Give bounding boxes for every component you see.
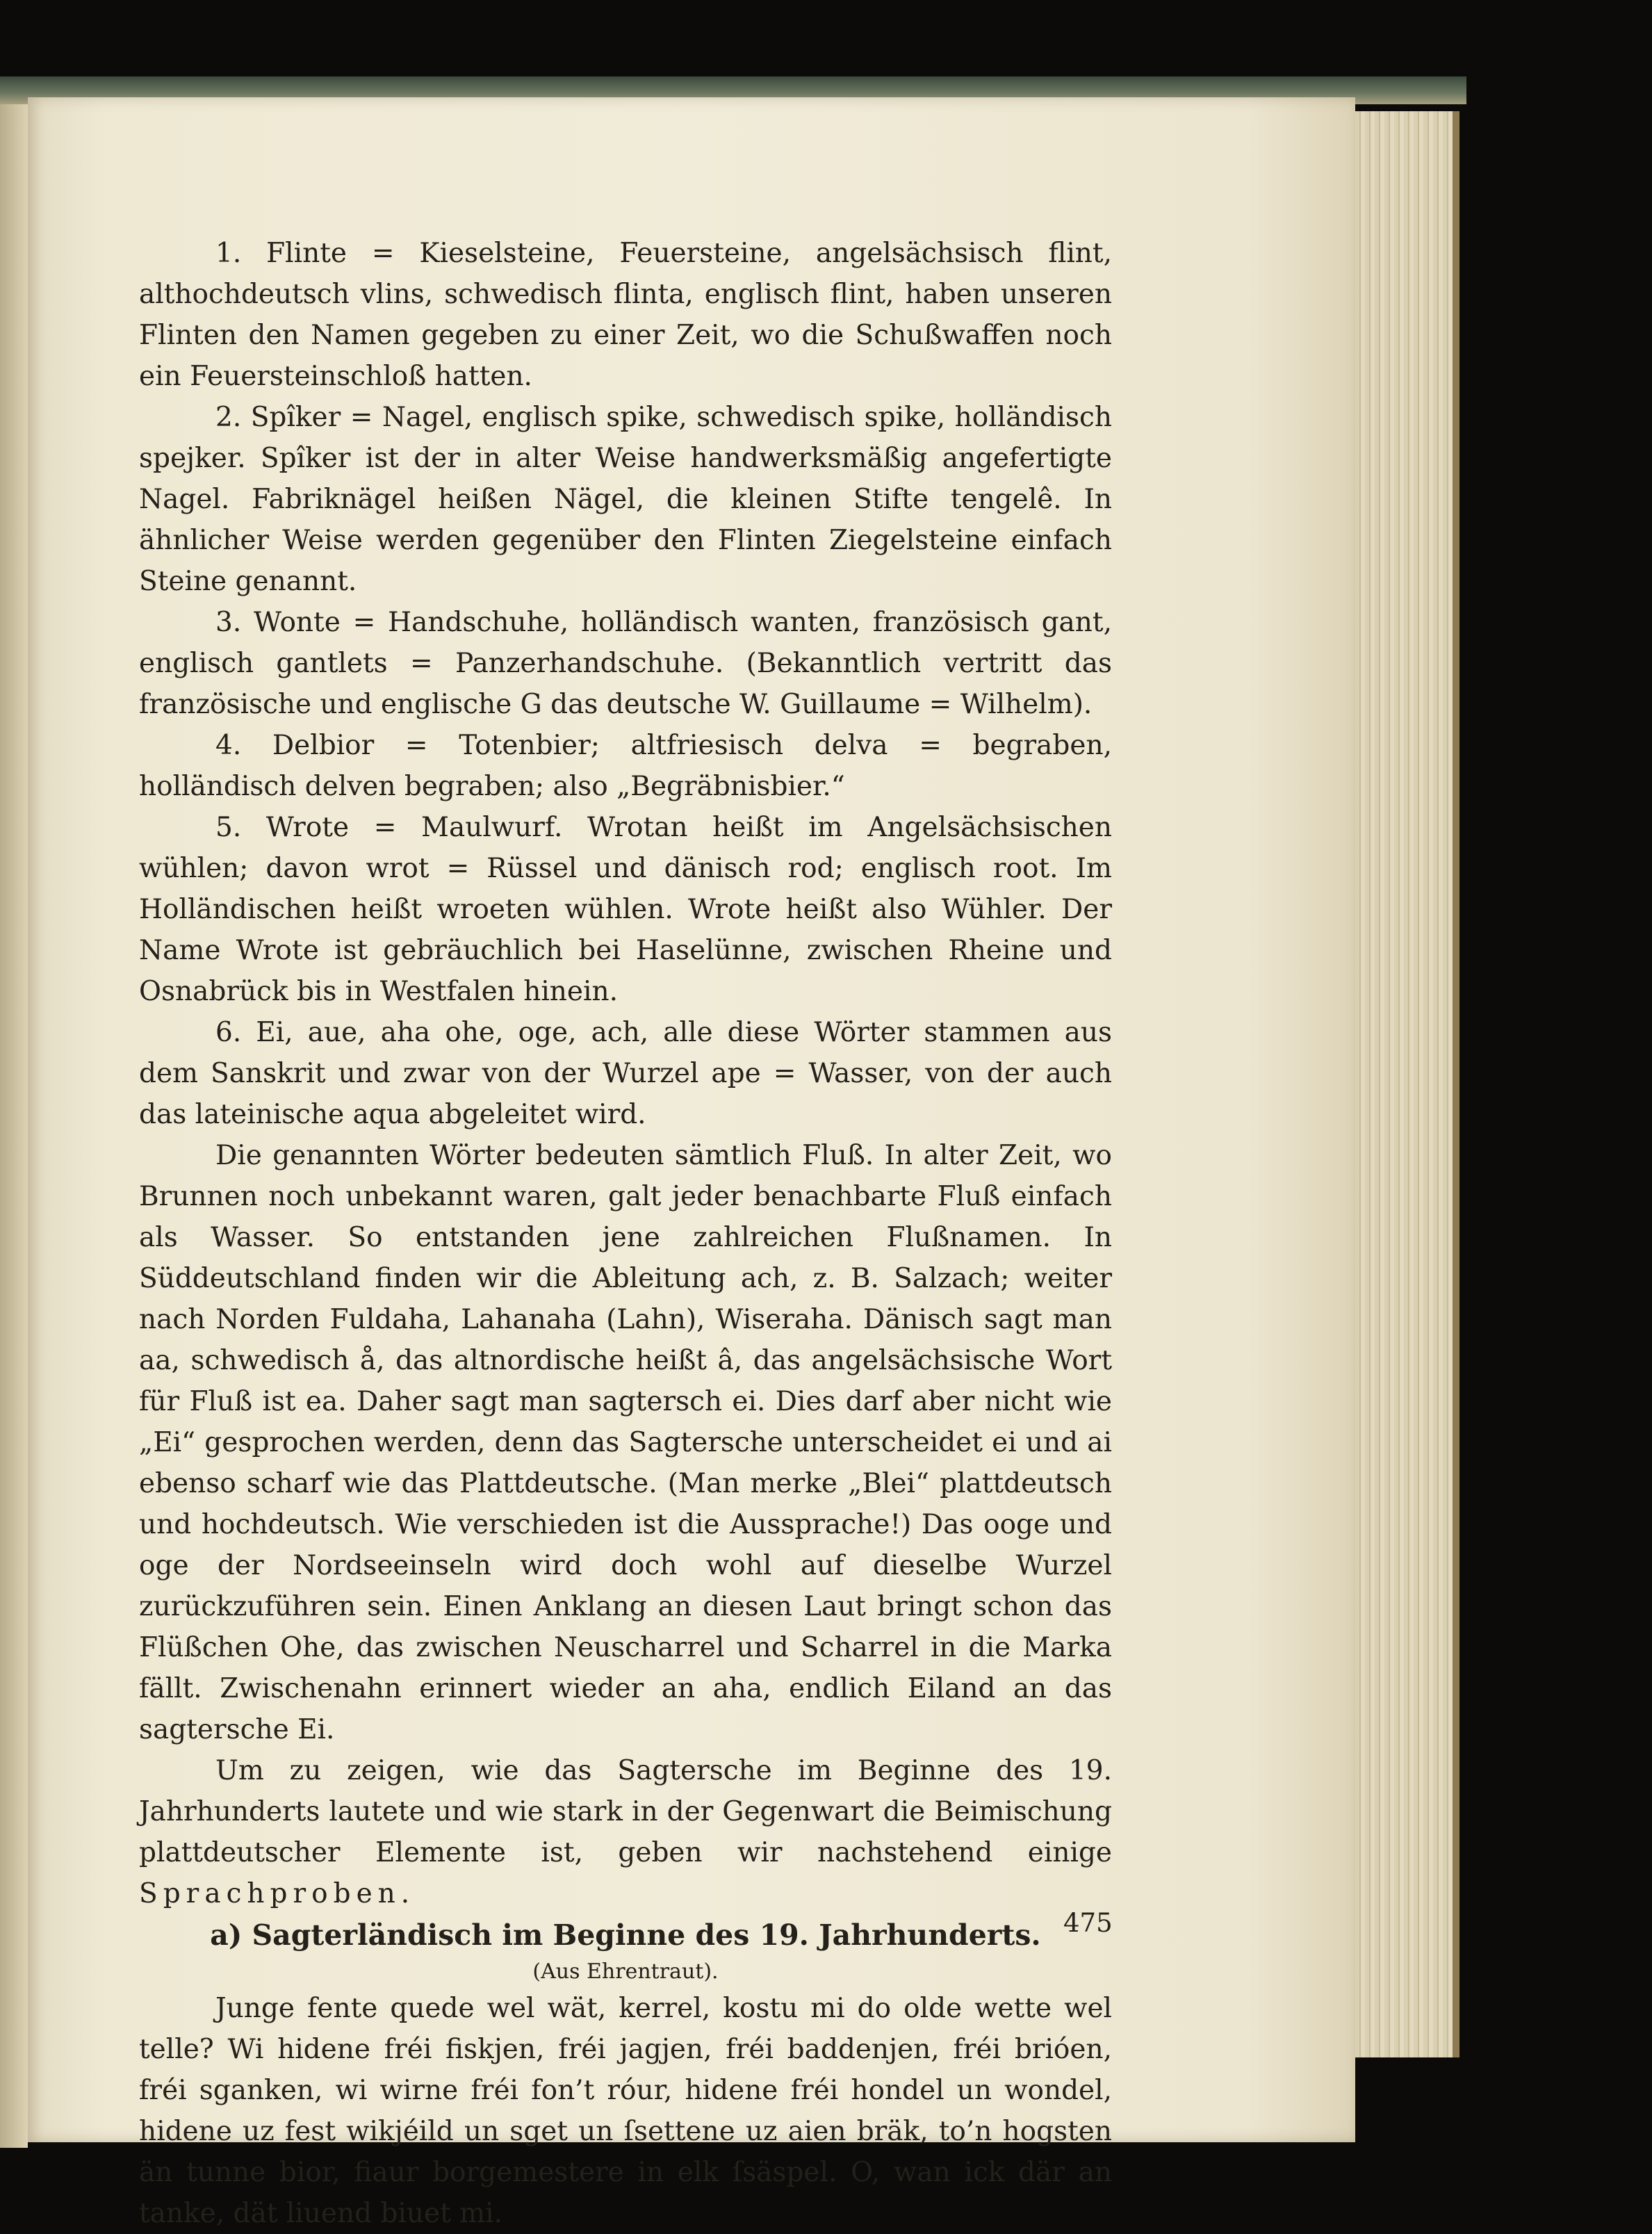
section-heading: a) Sagterländisch im Beginne des 19. Jahrhunderts.: [210, 1918, 1041, 1952]
paragraph-delbior: 4. Delbior = Totenbier; altfriesisch delva = begraben, holländisch delven begraben; also „Begräbnisbier.“: [139, 730, 1112, 802]
page-number: 475: [1063, 1908, 1113, 1938]
paragraph-wonte: 3. Wonte = Handschuhe, holländisch wanten, französisch gant, englisch gantlets = Panzerhandschuhe. (Bekanntlich vertritt das französische und englische G das deutsche W. Guillaume = Wilhelm).: [139, 607, 1112, 720]
closing-text: Um zu zeigen, wie das Sagtersche im Beginne des 19. Jahrhunderts lautete und wie stark in der Gegenwart die Beimischung plattdeutscher Elemente ist, geben wir nachstehend einige: [139, 1755, 1112, 1868]
closing-spaced-word: Sprachproben.: [139, 1878, 416, 1909]
section-source: (Aus Ehrentraut).: [532, 1959, 719, 1984]
paragraph-ei: 6. Ei, aue, aha ohe, oge, ach, alle diese Wörter stammen aus dem Sanskrit und zwar von der Wurzel ape = Wasser, von der auch das lateinische aqua abgeleitet wird.: [139, 1017, 1112, 1130]
facing-page-edge: [0, 104, 28, 2148]
page-text: [139, 233, 1112, 2234]
paragraph-closing: [139, 1750, 1112, 1914]
page-stack-edges: [1355, 111, 1459, 2057]
paragraph-fluss: Die genannten Wörter bedeuten sämtlich Fluß. In alter Zeit, wo Brunnen noch unbekannt waren, galt jeder benachbarte Fluß einfach als Wasser. So entstanden jene zahlreichen Flußnamen. In Süddeutschland finden wir die Ableitung ach, z. B. Salzach; weiter nach Norden Fuldaha, Lahanaha (Lahn), Wiseraha. Dänisch sagt man aa, schwedisch å, das altnordische heißt â, das angelsächsische Wort für Fluß ist ea. Daher sagt man sagtersch ei. Dies darf aber nicht wie „Ei“ gesprochen werden, denn das Sagtersche unterscheidet ei und ai ebenso scharf wie das Plattdeutsche. (Man merke „Blei“ plattdeutsch und hochdeutsch. Wie verschieden ist die Aussprache!) Das ooge und oge der Nordseeinseln wird doch wohl auf dieselbe Wurzel zurückzuführen sein. Einen Anklang an diesen Laut bringt schon das Flüßchen Ohe, das zwischen Neuscharrel und Scharrel in die Marka fällt. Zwischenahn erinnert wieder an aha, endlich Eiland an das sagtersche Ei.: [139, 1140, 1112, 1745]
paragraph-flinte: 1. Flinte = Kieselsteine, Feuersteine, angelsächsisch flint, althochdeutsch vlins, schwedisch flinta, englisch flint, haben unseren Flinten den Namen gegeben zu einer Zeit, wo die Schußwaffen noch ein Feuersteinschloß hatten.: [139, 238, 1112, 392]
paragraph-wrote: 5. Wrote = Maulwurf. Wrotan heißt im Angelsächsischen wühlen; davon wrot = Rüssel und dänisch rod; englisch root. Im Holländischen heißt wroeten wühlen. Wrote heißt also Wühler. Der Name Wrote ist gebräuchlich bei Haselünne, zwischen Rheine und Osnabrück bis in Westfalen hinein.: [139, 812, 1112, 1007]
dialect-sample: Junge fente quede wel wät, kerrel, kostu mi do olde wette wel telle? Wi hidene fréi fiskjen, fréi jagjen, fréi baddenjen, fréi brióen, fréi sganken, wi wirne fréi fon’t róur, hidene fréi hondel un wondel, hidene uz fest wikjéild un sget un ſsettene uz aien bräk, to’n hogsten än tunne bior, fiaur borgemestere in elk ſsäspel. O, wan ick där an tanke, dät liuend biuet mi.: [139, 1993, 1112, 2229]
paragraph-spiker: 2. Spîker = Nagel, englisch spike, schwedisch spike, holländisch spejker. Spîker ist der in alter Weise handwerksmäßig angefertigte Nagel. Fabriknägel heißen Nägel, die kleinen Stifte tengelê. In ähnlicher Weise werden gegenüber den Flinten Ziegelsteine einfach Steine genannt.: [139, 402, 1112, 597]
